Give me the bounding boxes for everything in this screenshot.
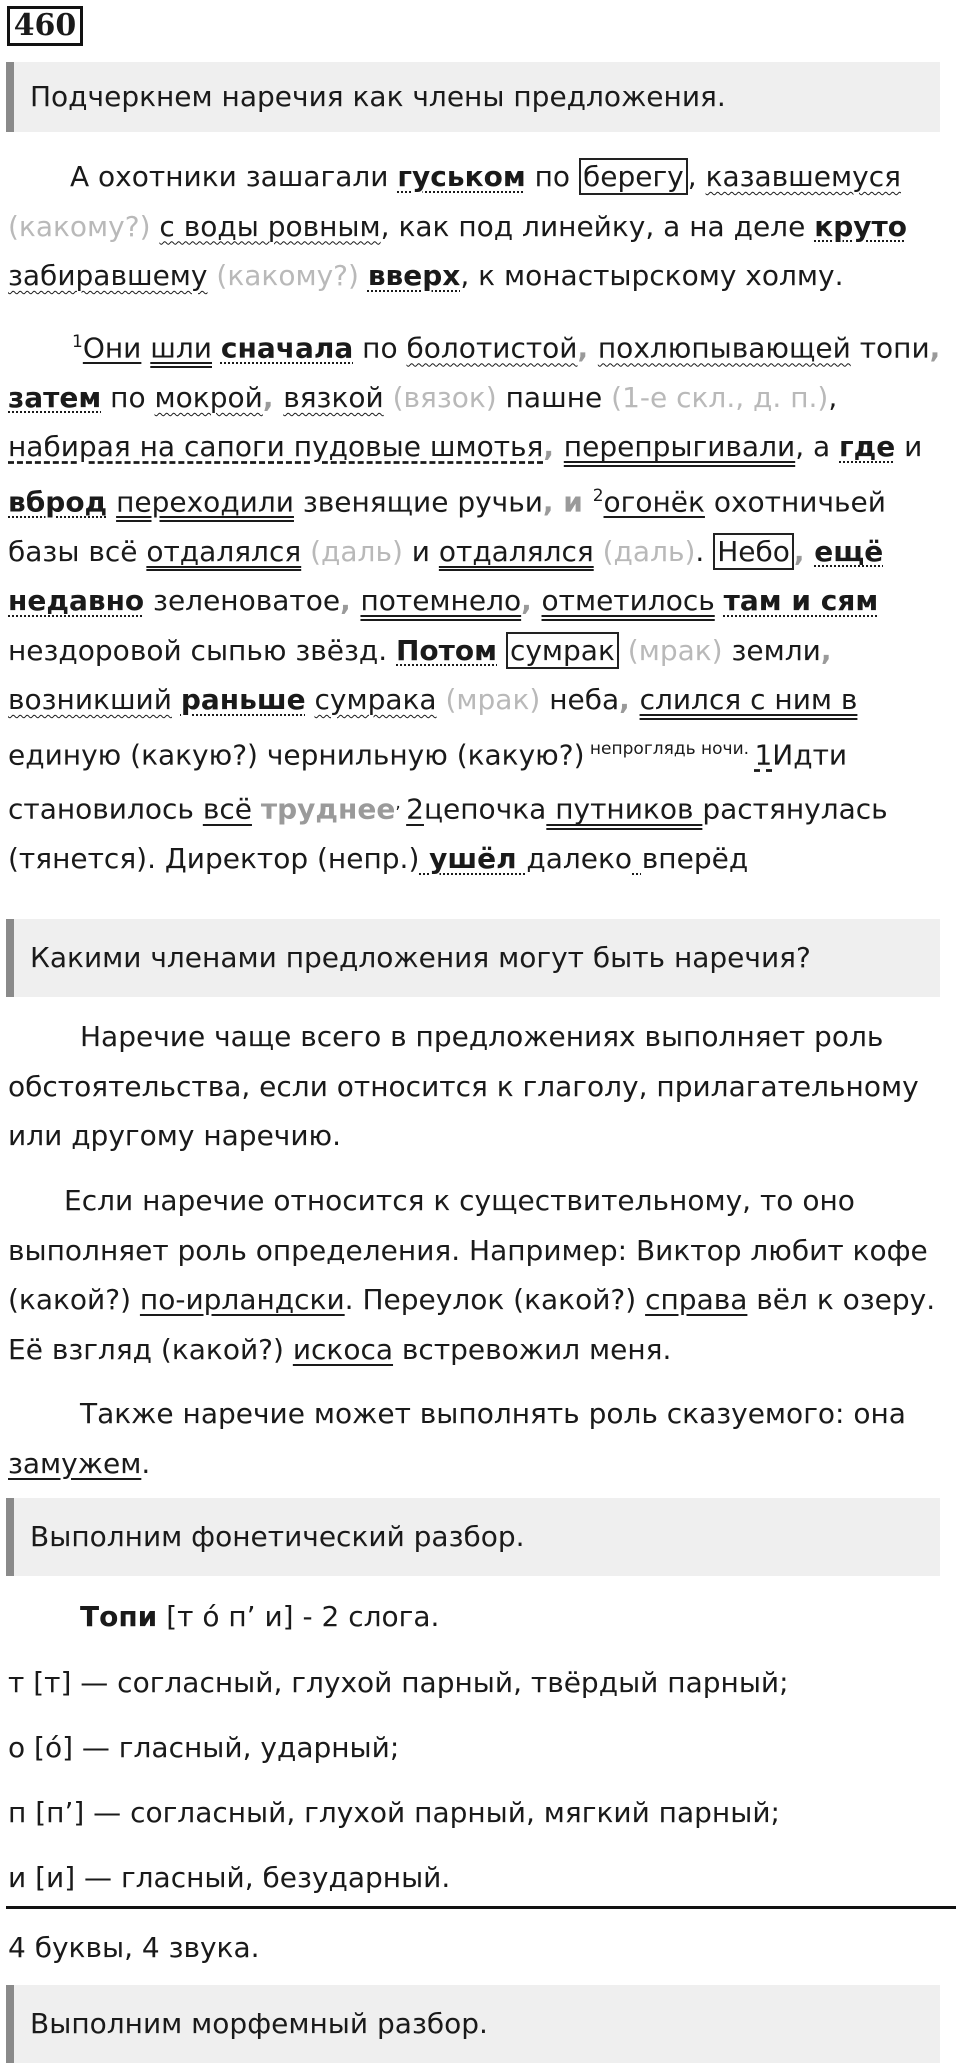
phonetic-summary: 4 буквы, 4 звука. [8,1931,260,1964]
phonetic-sound-row: т [т] — согласный, глухой парный, твёрдый парный; [8,1666,789,1699]
divider [6,1906,956,1909]
section-header-underline-adverbs: Подчеркнем наречия как члены предложения. [6,62,940,132]
phonetic-word: Топи [80,1600,158,1633]
theory-paragraph-2: Если наречие относится к существительному, то оно выполняет роль определения. Например: Виктор любит кофе (какой?) по-ирландски. Переулок (какой?) справа вёл к озеру. Её взгляд (какой?) искоса встревожил меня. [8,1184,936,1366]
example-adverb: замужем [8,1446,142,1480]
section-header-adverb-roles: Какими членами предложения могут быть наречия? [6,919,940,997]
phonetic-word-line: Топи [т о́ п’ и] - 2 слога. [80,1600,440,1633]
section-header-phonetic: Выполним фонетический разбор. [6,1498,940,1576]
phonetic-sound-row: о [о́] — гласный, ударный; [8,1731,400,1764]
phonetic-sound-row: и [и] — гласный, безударный. [8,1861,451,1894]
example-adverb: по-ирландски [139,1283,345,1316]
example-adverb: справа [645,1283,748,1316]
theory-paragraph-3: Также наречие может выполнять роль сказуемого: она замужем. [8,1397,906,1480]
theory-paragraph-1: Наречие чаще всего в предложениях выполняет роль обстоятельства, если относится к глаголу, прилагательному или другому наречию. [8,1020,919,1152]
answer-paragraph-2: $^1$Они шли сначала по болотистой, похлюпывающей топи, затем по мокрой, вязкой (вязок) пашне (1-е скл., д. п.), набирая на сапоги пудовые шмотья, перепрыгивали, а где и вброд переходили звенящие ручьи, и $^2$огонёк охотничьей базы всё отдалялся (даль) и отдалялся (даль). Небо , ещё недавно зеленоватое, потемнело, отметилось там и сям нездоровой сыпью звёзд. Потом сумрак (мрак) земли, возникший раньше сумрака (мрак) неба, слился с ним в единую (какую?) чернильную (какую?) $^{непроглядь ночи.}$ 1Идти становилось всё труднее, 2цепочка путников растянулась (тянется). Директор (непр.) ушёл далеко вперёд [8,331,941,876]
phonetic-sound-row: п [п’] — согласный, глухой парный, мягкий парный; [8,1796,780,1829]
example-adverb: искоса [292,1332,394,1366]
section-header-morphemic: Выполним морфемный разбор. [6,1985,940,2063]
exercise-number: 460 [7,6,83,46]
answer-paragraph-1: А охотники зашагали гуськом по берегу , казавшемуся (какому?) с воды ровным, как под линейку, а на деле круто забиравшему (какому?) вверх, к монастырскому холму. [8,160,907,292]
